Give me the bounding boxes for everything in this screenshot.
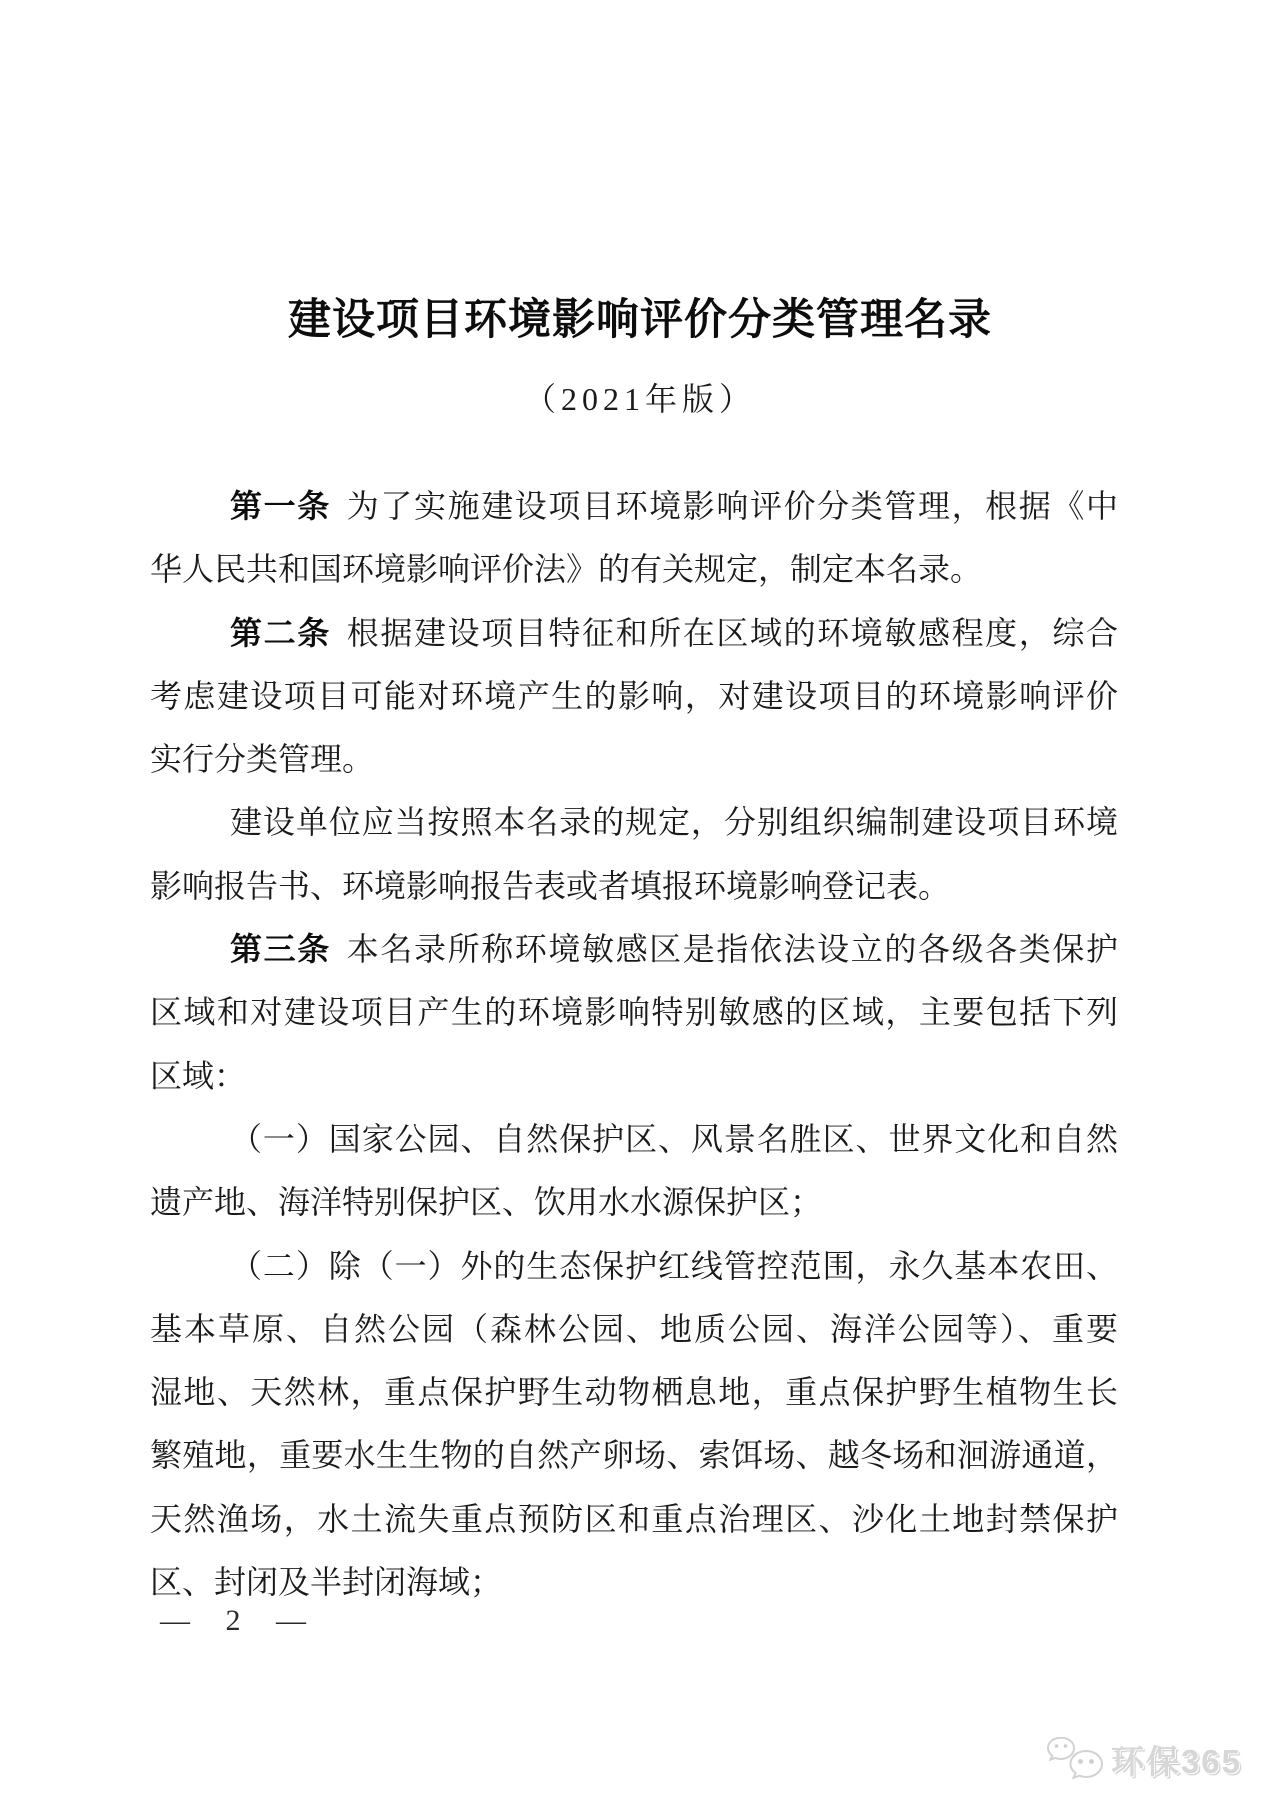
document-body — [150, 475, 1118, 1614]
document-subtitle: （2021年版） — [523, 381, 756, 417]
article-3-label: 第三条 — [230, 931, 331, 968]
body-line-text: 为了实施建设项目环境影响评价分类管理，根据《中 — [346, 488, 1118, 524]
body-line — [150, 1361, 1118, 1424]
body-line — [150, 1424, 1118, 1487]
body-line — [150, 918, 1118, 981]
body-line — [150, 1488, 1118, 1551]
body-line — [150, 665, 1118, 728]
body-line-text: 建设单位应当按照本名录的规定，分别组织编制建设项目环境 — [230, 804, 1118, 841]
body-line-text: 区域： — [150, 1057, 247, 1094]
body-line — [150, 1298, 1118, 1361]
body-line-text: 实行分类管理。 — [150, 741, 375, 778]
body-line — [150, 981, 1118, 1044]
body-line — [150, 475, 1118, 538]
body-line-text: （一）国家公园、自然保护区、风景名胜区、世界文化和自然 — [230, 1120, 1118, 1157]
document-title: 建设项目环境影响评价分类管理名录 — [288, 296, 992, 344]
body-line-text: 区域和对建设项目产生的环境影响特别敏感的区域，主要包括下列 — [150, 994, 1118, 1031]
body-line-text: 考虑建设项目可能对环境产生的影响，对建设项目的环境影响评价 — [150, 677, 1118, 714]
body-line — [150, 602, 1118, 665]
body-line — [150, 1171, 1118, 1234]
body-line-text: 繁殖地，重要水生生物的自然产卵场、索饵场、越冬场和洄游通道， — [150, 1437, 1118, 1474]
wechat-bubbles-icon — [1047, 1737, 1103, 1783]
body-line-text: 根据建设项目特征和所在区域的环境敏感程度，综合 — [346, 614, 1118, 651]
body-line-text: 天然渔场，水土流失重点预防区和重点治理区、沙化土地封禁保护 — [150, 1500, 1118, 1537]
body-line — [150, 1045, 1118, 1108]
article-2-label: 第二条 — [230, 614, 331, 651]
body-line — [150, 1235, 1118, 1298]
body-line-text: （二）除（一）外的生态保护红线管控范围，永久基本农田、 — [230, 1247, 1118, 1284]
body-line-text: 基本草原、自然公园（森林公园、地质公园、海洋公园等）、重要 — [150, 1310, 1118, 1347]
body-line — [150, 728, 1118, 791]
body-line-text: 本名录所称环境敏感区是指依法设立的各级各类保护 — [346, 931, 1118, 968]
watermark-label: 环保365 — [1110, 1743, 1242, 1780]
page-number: — 2 — — [160, 1604, 315, 1637]
watermark — [1047, 1736, 1242, 1783]
body-line — [150, 1108, 1118, 1171]
body-line-text: 区、封闭及半封闭海域； — [150, 1564, 503, 1601]
body-line-text: 遗产地、海洋特别保护区、饮用水水源保护区； — [150, 1184, 823, 1221]
body-line-text: 湿地、天然林，重点保护野生动物栖息地，重点保护野生植物生长 — [150, 1374, 1118, 1411]
body-line — [150, 538, 1118, 601]
body-line — [150, 855, 1118, 918]
body-line-text: 影响报告书、环境影响报告表或者填报环境影响登记表。 — [150, 867, 951, 904]
body-line-text: 华人民共和国环境影响评价法》的有关规定，制定本名录。 — [150, 551, 983, 588]
article-1-label: 第一条 — [230, 488, 331, 524]
body-line — [150, 791, 1118, 854]
